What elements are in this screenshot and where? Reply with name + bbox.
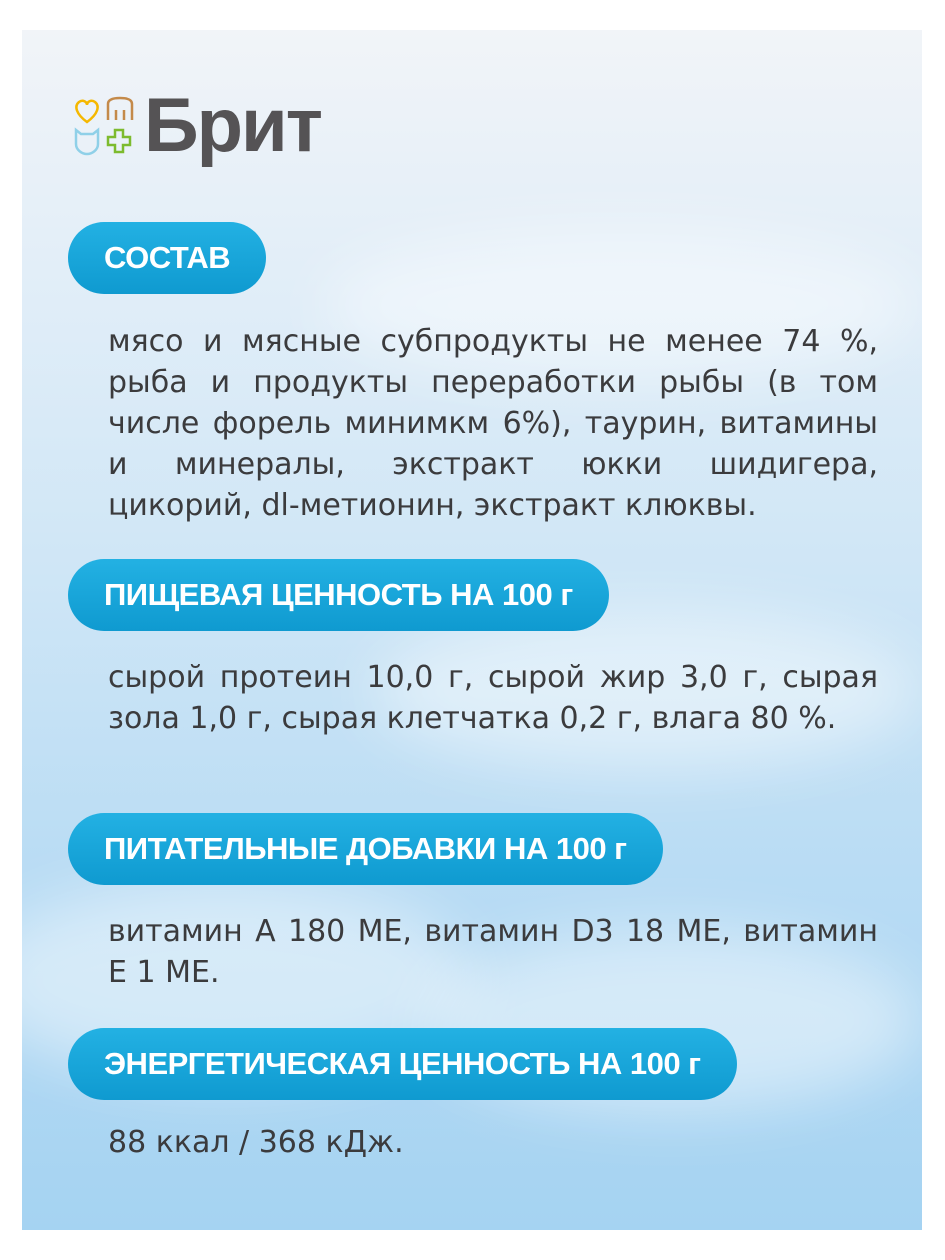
section-text-additives: витамин А 180 МЕ, витамин D3 18 МЕ, витамин Е 1 МЕ. <box>108 914 878 990</box>
brand-pets-icon <box>72 94 136 158</box>
product-info-card <box>22 30 922 1230</box>
brand-name: Брит <box>144 83 321 168</box>
section-text-energy: 88 ккал / 368 кДж. <box>108 1125 404 1160</box>
section-text-composition: мясо и мясные субпродукты не менее 74 %, рыба и продукты переработки рыбы (в том числе форель минимкм 6%), таурин, витамины и минералы, экстракт юкки шидигера, цикорий, dl-метионин, экстракт клюквы. <box>108 324 878 523</box>
section-title-composition: СОСТАВ <box>68 222 266 294</box>
section-title-energy: ЭНЕРГЕТИЧЕСКАЯ ЦЕННОСТЬ НА 100 г <box>68 1028 737 1100</box>
section-title-nutrition: ПИЩЕВАЯ ЦЕННОСТЬ НА 100 г <box>68 559 609 631</box>
brand-logo <box>72 83 321 168</box>
section-title-additives: ПИТАТЕЛЬНЫЕ ДОБАВКИ НА 100 г <box>68 813 663 885</box>
section-text-nutrition: сырой протеин 10,0 г, сырой жир 3,0 г, сырая зола 1,0 г, сырая клетчатка 0,2 г, влага 80 %. <box>108 660 878 736</box>
